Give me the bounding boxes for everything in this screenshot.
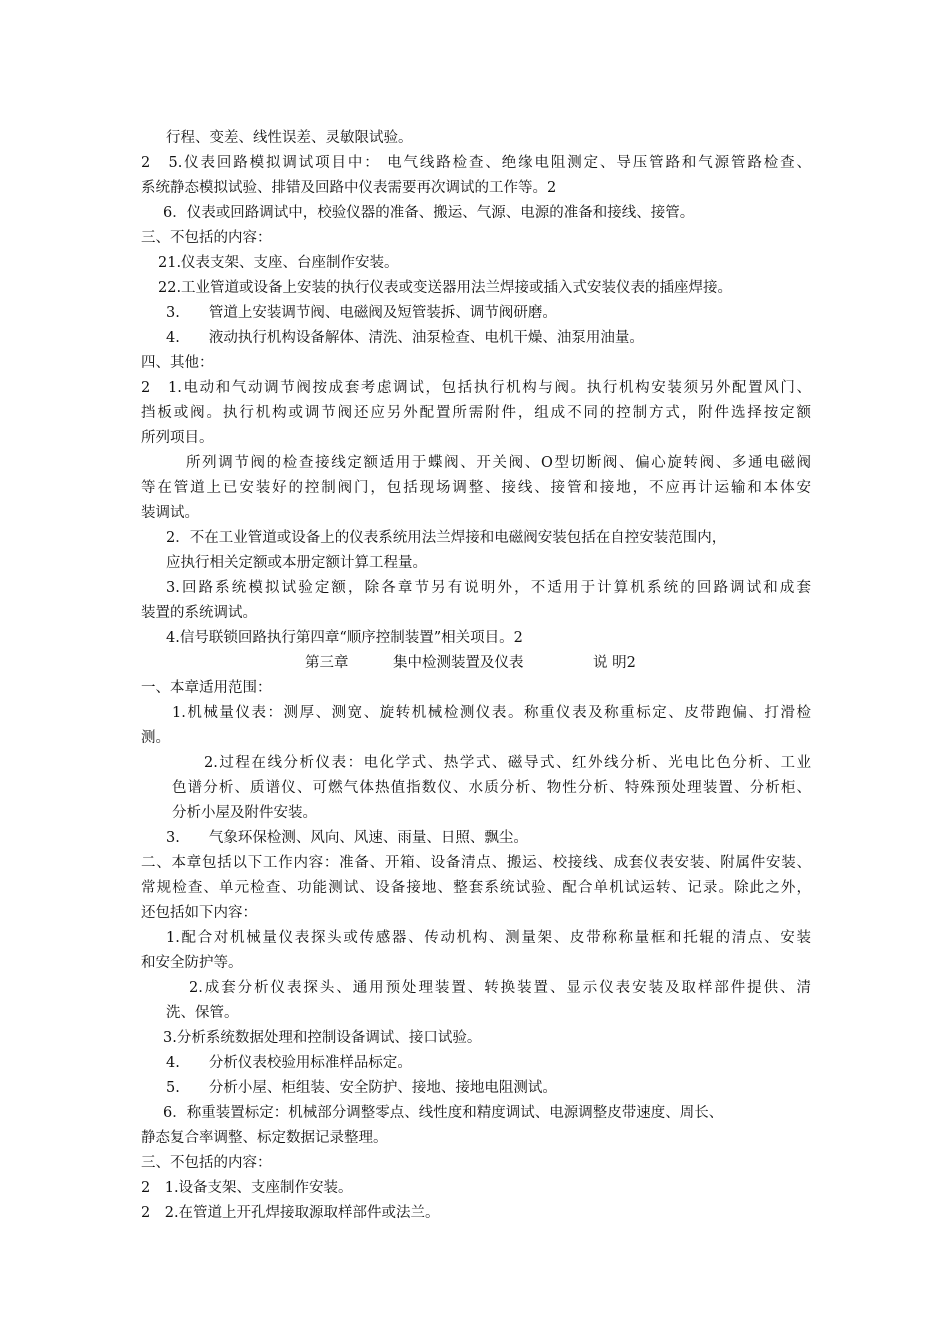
text-line: 2 1.电动和气动调节阀按成套考虑调试，包括执行机构与阀。执行机构安装须另外配置风门、 (141, 380, 811, 396)
text-line: 2 2.在管道上开孔焊接取源取样部件或法兰。 (141, 1205, 440, 1221)
section-heading: 四、其他： (141, 355, 214, 371)
text-line: 挡板或阀。执行机构或调节阀还应另外配置所需附件，组成不同的控制方式，附件选择按定额 (141, 405, 811, 421)
text-line: 和安全防护等。 (141, 955, 243, 971)
section-heading: 二、本章包括以下工作内容：准备、开箱、设备清点、搬运、校接线、成套仪表安装、附属件安装、 (141, 855, 811, 871)
text-line: 2.成套分析仪表探头、通用预处理装置、转换装置、显示仪表安装及取样部件提供、清 (189, 980, 811, 996)
text-line: 常规检查、单元检查、功能测试、设备接地、整套系统试验、配合单机试运转、记录。除此之外， (141, 880, 811, 896)
text-line: 等在管道上已安装好的控制阀门，包括现场调整、接线、接管和接地，不应再计运输和本体安 (141, 480, 811, 496)
text-line: 22.工业管道或设备上安装的执行仪表或变送器用法兰焊接或插入式安装仪表的插座焊接。 (158, 280, 733, 296)
section-heading: 一、本章适用范围： (141, 680, 272, 696)
text-line: 4. 分析仪表校验用标准样品标定。 (166, 1055, 412, 1071)
text-line: 5. 分析小屋、柜组装、安全防护、接地、接地电阻测试。 (166, 1080, 557, 1096)
text-line: 2 5.仪表回路模拟调试项目中： 电气线路检查、绝缘电阻测定、导压管路和气源管路检查、 (141, 155, 811, 171)
text-line: 3.分析系统数据处理和控制设备调试、接口试验。 (163, 1030, 482, 1046)
text-line: 所列项目。 (141, 430, 214, 446)
text-line: 6．称重装置标定：机械部分调整零点、线性度和精度调试、电源调整皮带速度、周长、 (163, 1105, 724, 1121)
text-line: 色谱分析、质谱仪、可燃气体热值指数仪、水质分析、物性分析、特殊预处理装置、分析柜、 (172, 780, 811, 796)
text-line: 还包括如下内容： (141, 905, 257, 921)
text-line: 4. 液动执行机构设备解体、清洗、油泵检查、电机干燥、油泵用油量。 (166, 330, 644, 346)
text-line: 装调试。 (141, 505, 199, 521)
text-line: 2．不在工业管道或设备上的仪表系统用法兰焊接和电磁阀安装包括在自控安装范围内， (166, 530, 727, 546)
text-line: 测。 (141, 730, 170, 746)
text-line: 装置的系统调试。 (141, 605, 257, 621)
text-line: 所列调节阀的检查接线定额适用于蝶阀、开关阀、O型切断阀、偏心旋转阀、多通电磁阀 (186, 455, 811, 471)
chapter-note: 说 明2 (593, 655, 636, 671)
text-line: 21.仪表支架、支座、台座制作安装。 (158, 255, 399, 271)
text-line: 3. 管道上安装调节阀、电磁阀及短管装拆、调节阀研磨。 (166, 305, 557, 321)
section-heading: 三、不包括的内容： (141, 230, 272, 246)
text-line: 3.回路系统模拟试验定额，除各章节另有说明外，不适用于计算机系统的回路调试和成套 (166, 580, 811, 596)
text-line: 应执行相关定额或本册定额计算工程量。 (166, 555, 427, 571)
chapter-number: 第三章 (305, 655, 349, 671)
text-line: 1.机械量仪表：测厚、测宽、旋转机械检测仪表。称重仪表及称重标定、皮带跑偏、打滑检 (172, 705, 811, 721)
text-line: 分析小屋及附件安装。 (172, 805, 317, 821)
text-line: 1.配合对机械量仪表探头或传感器、传动机构、测量架、皮带称称量框和托辊的清点、安装 (166, 930, 811, 946)
text-line: 2.过程在线分析仪表：电化学式、热学式、磁导式、红外线分析、光电比色分析、工业 (204, 755, 811, 771)
text-line: 静态复合率调整、标定数据记录整理。 (141, 1130, 388, 1146)
text-line: 3. 气象环保检测、风向、风速、雨量、日照、飘尘。 (166, 830, 528, 846)
text-line: 行程、变差、线性误差、灵敏限试验。 (166, 130, 413, 146)
text-line: 系统静态模拟试验、排错及回路中仪表需要再次调试的工作等。2 (141, 180, 557, 196)
section-heading: 三、不包括的内容： (141, 1155, 272, 1171)
text-line: 6．仪表或回路调试中，校验仪器的准备、搬运、气源、电源的准备和接线、接管。 (163, 205, 695, 221)
text-line: 2 1.设备支架、支座制作安装。 (141, 1180, 353, 1196)
text-line: 洗、保管。 (166, 1005, 239, 1021)
chapter-title: 集中检测装置及仪表 (393, 655, 524, 671)
text-line: 4.信号联锁回路执行第四章“顺序控制装置”相关项目。2 (166, 630, 523, 646)
